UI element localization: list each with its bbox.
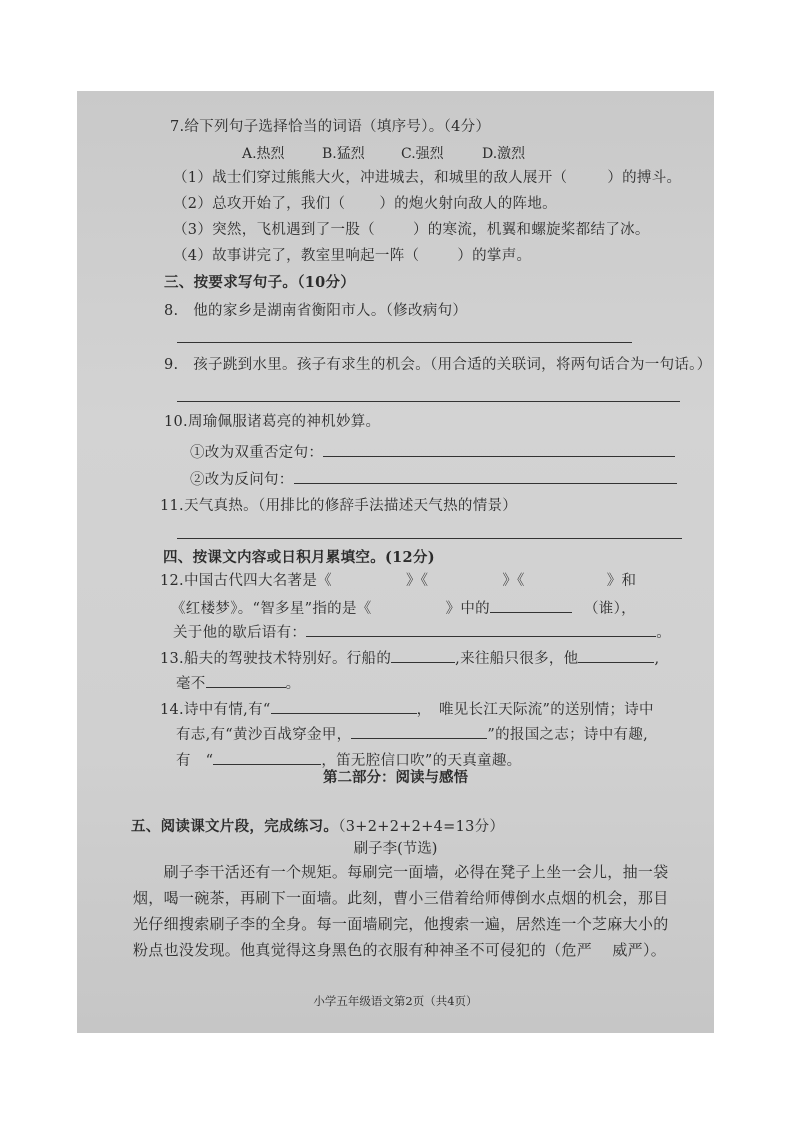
- q10-text: 10.周瑜佩服诸葛亮的神机妙算。: [164, 414, 381, 430]
- passage-line-3: 光仔细搜索刷子李的全身。每一面墙刷完，他搜索一遍，居然连一个芝麻大小的: [133, 915, 669, 933]
- passage-title: 刷子李(节选): [353, 841, 438, 857]
- q10-blank-2[interactable]: [294, 469, 677, 484]
- q12-line-1: 12.中国古代四大名著是《 》《 》《 》和: [160, 573, 637, 589]
- q7-sentence-3: （3）突然，飞机遇到了一股（ ）的寒流，机翼和螺旋桨都结了冰。: [173, 222, 650, 238]
- q14-line-2: 有志,有“黄沙百战穿金甲， ”的报国之志；诗中有趣,: [176, 724, 648, 744]
- q11-answer-line[interactable]: [177, 538, 682, 539]
- passage-line-2: 烟，喝一碗茶，再刷下一面墙。此刻，曹小三借着给师傅倒水点烟的机会，那目: [133, 889, 669, 907]
- section-5-title: 五、阅读课文片段，完成练习。（3+2+2+2+4=13分）: [131, 818, 505, 835]
- q8-answer-line[interactable]: [177, 342, 632, 343]
- q10-sub-1: ①改为双重否定句：: [190, 442, 675, 462]
- option-d: D.激烈: [482, 146, 526, 162]
- q14-blank-3[interactable]: [213, 750, 321, 765]
- option-a: A.热烈: [242, 146, 285, 162]
- q14-blank-1[interactable]: [271, 699, 417, 714]
- q14-line-1: 14.诗中有情,有“ ， 唯见长江天际流”的送别情；诗中: [160, 699, 654, 719]
- q13-line-2: 毫不 。: [176, 673, 300, 693]
- passage-line-1: 刷子李干活还有一个规矩。每刷完一面墙，必得在凳子上坐一会儿，抽一袋: [133, 863, 669, 881]
- option-b: B.猛烈: [322, 146, 365, 162]
- q10-sub-2: ②改为反问句：: [190, 469, 677, 489]
- q13-blank-2[interactable]: [578, 648, 654, 663]
- q8-text: 8. 他的家乡是湖南省衡阳市人。（修改病句）: [164, 303, 468, 319]
- q13-blank-1[interactable]: [391, 648, 455, 663]
- exam-page-photo: [77, 91, 714, 1033]
- section-4-title: 四、按课文内容或日积月累填空。(12分): [163, 549, 435, 566]
- q10-blank-1[interactable]: [323, 442, 675, 457]
- q9-text: 9. 孩子跳到水里。孩子有求生的机会。（用合适的关联词，将两句话合为一句话。）: [164, 357, 712, 373]
- part-2-heading: 第二部分：阅读与感悟: [323, 769, 468, 786]
- q13-blank-3[interactable]: [206, 673, 286, 688]
- q13-line-1: 13.船夫的驾驶技术特别好。行船的 ,来往船只很多，他 ,: [160, 648, 659, 668]
- q12-line-2: 《红楼梦》。“智多星”指的是《 》中的 （谁），: [171, 598, 636, 618]
- q7-title: 7.给下列句子选择恰当的词语（填序号）。（4分）: [170, 119, 491, 135]
- q14-line-3: 有 “ ，笛无腔信口吹”的天真童趣。: [176, 750, 521, 770]
- passage-line-4: 粉点也没发现。他真觉得这身黑色的衣服有种神圣不可侵犯的（危严 威严）。: [133, 941, 667, 959]
- q7-sentence-4: （4）故事讲完了，教室里响起一阵（ ）的掌声。: [173, 248, 532, 264]
- q12-line-3: 关于他的歇后语有： 。: [173, 622, 671, 642]
- q9-answer-line[interactable]: [177, 401, 680, 402]
- q11-text: 11.天气真热。（用排比的修辞手法描述天气热的情景）: [160, 498, 518, 514]
- q12-blank-saying[interactable]: [306, 622, 656, 637]
- q7-sentence-1: （1）战士们穿过熊熊大火，冲进城去，和城里的敌人展开（ ）的搏斗。: [173, 170, 682, 186]
- section-3-title: 三、按要求写句子。（10分）: [164, 274, 356, 291]
- page-footer: 小学五年级语文第2页（共4页）: [313, 994, 478, 1008]
- q14-blank-2[interactable]: [351, 724, 487, 739]
- option-c: C.强烈: [401, 146, 444, 162]
- q12-blank-who[interactable]: [490, 598, 572, 613]
- q7-sentence-2: （2）总攻开始了，我们（ ）的炮火射向敌人的阵地。: [173, 196, 557, 212]
